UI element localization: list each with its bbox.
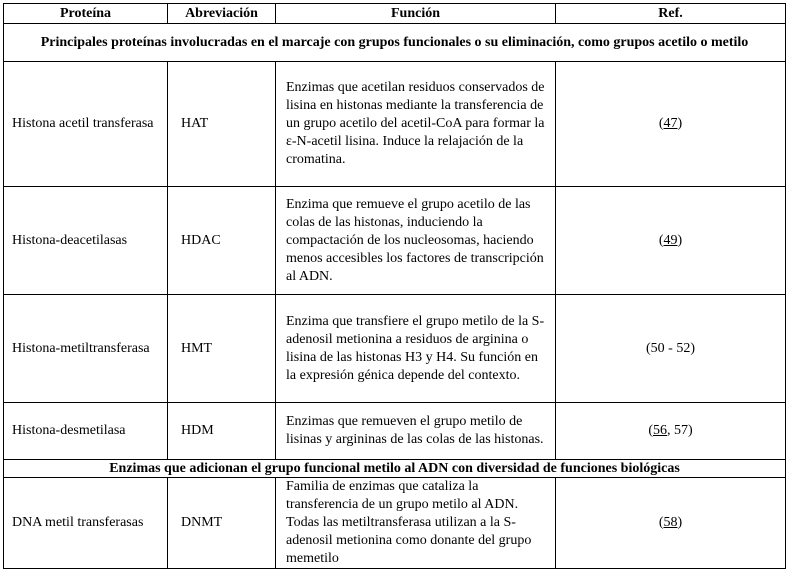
table-row [4, 403, 786, 460]
ref-close: ) [677, 515, 683, 530]
section-row [4, 24, 786, 62]
ref-open: ( [658, 116, 664, 131]
ref-link[interactable]: 47 [663, 116, 678, 131]
function-cell: Enzima que remueve el grupo acetilo de las colas de las histonas, induciendo la compactación de los nucleosomas, haciendo menos accesibles los factores de transcripción al ADN. [276, 187, 556, 295]
ref-open: ( [658, 515, 664, 530]
ref-cell [556, 187, 786, 295]
header-protein: Proteína [4, 4, 168, 24]
protein-cell: Histona acetil transferasa [4, 62, 168, 187]
ref-cell [556, 478, 786, 569]
abbrev-cell: HMT [168, 295, 276, 403]
header-row [4, 4, 786, 24]
protein-cell: Histona-metiltransferasa [4, 295, 168, 403]
ref-open: ( [648, 423, 653, 438]
section-title: Principales proteínas involucradas en el marcaje con grupos funcionales o su eliminación, como grupos acetilo o metilo [4, 24, 786, 62]
ref-link[interactable]: 49 [663, 232, 678, 248]
ref-close: ) [677, 232, 683, 248]
protein-cell: DNA metil transferasas [4, 478, 168, 569]
ref-open: ( [658, 232, 664, 248]
ref-link[interactable]: 58 [663, 515, 678, 530]
header-abbrev: Abreviación [168, 4, 276, 24]
abbrev-cell: HAT [168, 62, 276, 187]
table-row [4, 295, 786, 403]
section-title: Enzimas que adicionan el grupo funcional metilo al ADN con diversidad de funciones biológicas [4, 460, 786, 478]
ref-rest: , 57) [667, 423, 693, 438]
function-cell: Familia de enzimas que cataliza la transferencia de un grupo metilo al ADN. Todas las metiltransferasa utilizan a la S-adenosil metionina como donante del grupo memetilo [276, 478, 556, 569]
protein-table [3, 3, 786, 569]
table-row [4, 478, 786, 569]
header-function: Función [276, 4, 556, 24]
function-cell: Enzima que transfiere el grupo metilo de la S-adenosil metionina a residuos de arginina o lisina de las histonas H3 y H4. Su función en la expresión génica depende del contexto. [276, 295, 556, 403]
protein-cell: Histona-desmetilasa [4, 403, 168, 460]
abbrev-cell: DNMT [168, 478, 276, 569]
function-cell: Enzimas que remueven el grupo metilo de lisinas y argininas de las colas de las histonas. [276, 403, 556, 460]
section-row [4, 460, 786, 478]
ref-cell [556, 403, 786, 460]
table-row [4, 187, 786, 295]
abbrev-cell: HDAC [168, 187, 276, 295]
protein-cell: Histona-deacetilasas [4, 187, 168, 295]
abbrev-cell: HDM [168, 403, 276, 460]
ref-cell: (50 - 52) [556, 295, 786, 403]
function-cell: Enzimas que acetilan residuos conservados de lisina en histonas mediante la transferencia de un grupo acetilo del acetil-CoA para formar la ε-N-acetil lisina. Induce la relajación de la cromatina. [276, 62, 556, 187]
ref-link[interactable]: 56 [653, 423, 667, 438]
ref-close: ) [677, 116, 683, 131]
table-row [4, 62, 786, 187]
header-ref: Ref. [556, 4, 786, 24]
ref-cell [556, 62, 786, 187]
